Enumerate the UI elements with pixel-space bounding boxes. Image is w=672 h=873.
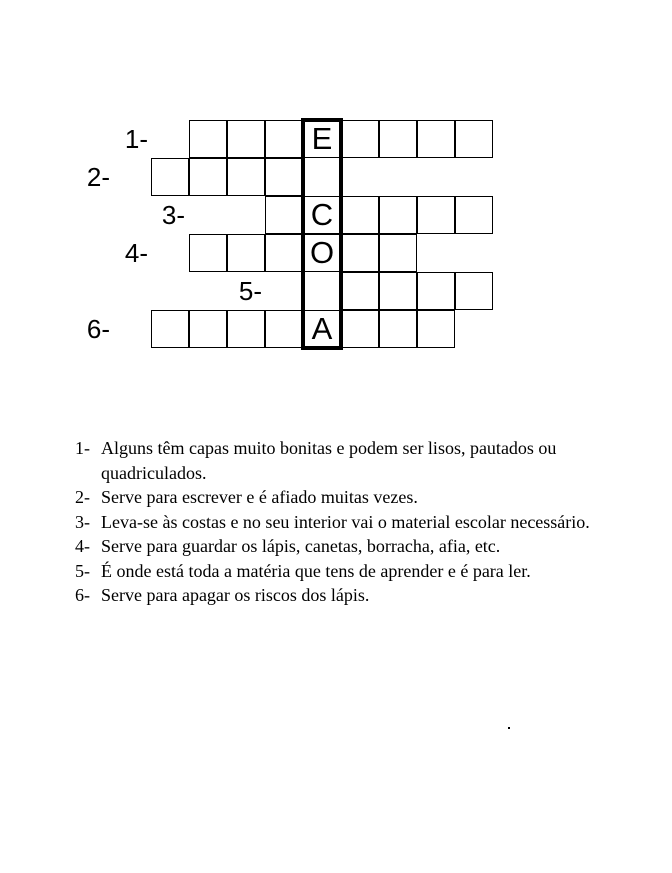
clue-number-label: 2- — [86, 162, 110, 192]
answer-cell[interactable] — [265, 158, 303, 196]
answer-cell[interactable] — [151, 158, 189, 196]
clue-number-label: 5- — [238, 276, 262, 306]
answer-cell[interactable] — [417, 272, 455, 310]
answer-cell[interactable] — [189, 158, 227, 196]
clue-text: Alguns têm capas muito bonitas e podem ser lisos, pautados ou quadriculados. — [101, 438, 557, 483]
key-letter: A — [311, 311, 333, 346]
answer-cell[interactable] — [189, 310, 227, 348]
answer-cell[interactable] — [341, 120, 379, 158]
answer-cell[interactable] — [227, 120, 265, 158]
clue-number: 2- — [75, 487, 90, 507]
answer-cell[interactable] — [265, 120, 303, 158]
clue-number: 6- — [75, 585, 90, 605]
clue-item — [75, 485, 655, 510]
answer-cell[interactable] — [265, 234, 303, 272]
answer-cell[interactable] — [189, 120, 227, 158]
answer-cell[interactable] — [379, 120, 417, 158]
answer-cell[interactable] — [417, 196, 455, 234]
stray-dot — [508, 727, 510, 729]
clue-number-label: 6- — [86, 314, 110, 344]
clue-number-label: 4- — [124, 238, 148, 268]
answer-cell[interactable] — [379, 196, 417, 234]
answer-cell[interactable] — [227, 158, 265, 196]
answer-cell[interactable] — [455, 272, 493, 310]
clue-item — [75, 559, 655, 584]
answer-cell[interactable] — [227, 310, 265, 348]
clue-text: Serve para apagar os riscos dos lápis. — [101, 585, 370, 605]
clue-text: Leva-se às costas e no seu interior vai o material escolar necessário. — [101, 511, 590, 532]
answer-cell[interactable] — [417, 120, 455, 158]
clue-item — [75, 436, 655, 485]
clue-item — [75, 583, 655, 608]
answer-cell[interactable] — [379, 234, 417, 272]
answer-cell[interactable] — [151, 310, 189, 348]
clue-item — [75, 510, 655, 535]
clue-text: Serve para guardar os lápis, canetas, borracha, afia, etc. — [101, 536, 501, 556]
clue-text: É onde está toda a matéria que tens de aprender e é para ler. — [101, 560, 531, 581]
answer-cell[interactable] — [341, 272, 379, 310]
clue-number: 3- — [75, 511, 90, 532]
key-column-frame — [301, 118, 343, 350]
key-letter: E — [311, 121, 333, 156]
answer-cell[interactable] — [379, 272, 417, 310]
clue-list — [75, 436, 655, 608]
clue-item — [75, 534, 655, 559]
clue-number: 1- — [75, 438, 90, 458]
clue-number-label: 1- — [124, 124, 148, 154]
key-letter: C — [310, 197, 334, 232]
clue-number: 4- — [75, 536, 90, 556]
answer-cell[interactable] — [189, 234, 227, 272]
answer-cell[interactable] — [341, 310, 379, 348]
key-letter: O — [309, 235, 335, 270]
answer-cell[interactable] — [227, 234, 265, 272]
answer-cell[interactable] — [417, 310, 455, 348]
answer-cell[interactable] — [341, 234, 379, 272]
answer-cell[interactable] — [455, 196, 493, 234]
answer-cell[interactable] — [379, 310, 417, 348]
answer-cell[interactable] — [265, 310, 303, 348]
crossword-grid — [0, 0, 672, 420]
answer-cell[interactable] — [265, 196, 303, 234]
clue-text: Serve para escrever e é afiado muitas vezes. — [101, 487, 418, 507]
answer-cell[interactable] — [455, 120, 493, 158]
clue-number: 5- — [75, 560, 90, 581]
answer-cell[interactable] — [341, 196, 379, 234]
clue-number-label: 3- — [161, 200, 185, 230]
